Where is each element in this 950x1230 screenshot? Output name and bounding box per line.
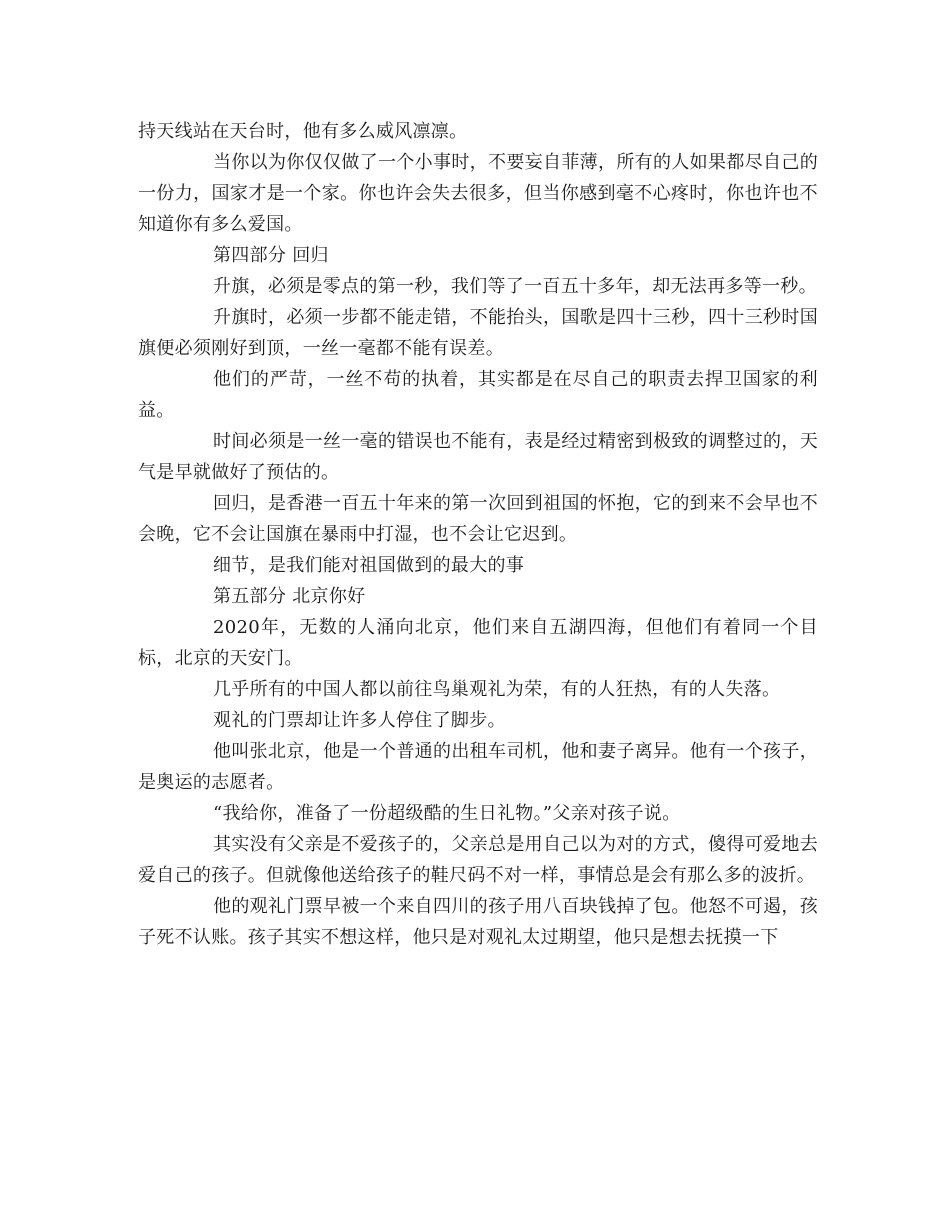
- paragraph: 当你以为你仅仅做了一个小事时，不要妄自菲薄，所有的人如果都尽自己的一份力，国家才是一个家。你也许会失去很多，但当你感到毫不心疼时，你也许也不知道你有多么爱国。: [138, 152, 818, 235]
- paragraph: 2020年，无数的人涌向北京，他们来自五湖四海，但他们有着同一个目标，北京的天安门。: [138, 617, 818, 669]
- document-page: [138, 116, 818, 953]
- paragraph: 细节，是我们能对祖国做到的最大的事: [213, 555, 525, 576]
- section-heading-part-four: 第四部分 回归: [213, 245, 329, 266]
- paragraph-quote: “我给你，准备了一份超级酷的生日礼物。”父亲对孩子说。: [213, 803, 681, 824]
- paragraph: 时间必须是一丝一毫的错误也不能有，表是经过精密到极致的调整过的，天气是早就做好了预估的。: [138, 431, 818, 483]
- paragraph: 升旗，必须是零点的第一秒，我们等了一百五十多年，却无法再多等一秒。: [213, 276, 817, 297]
- paragraph: 升旗时，必须一步都不能走错，不能抬头，国歌是四十三秒，四十三秒时国旗便必须刚好到顶，一丝一毫都不能有误差。: [138, 307, 818, 359]
- section-heading-part-five: 第五部分 北京你好: [213, 586, 366, 607]
- paragraph: 他的观礼门票早被一个来自四川的孩子用八百块钱掉了包。他怒不可遏，孩子死不认账。孩子其实不想这样，他只是对观礼太过期望，他只是想去抚摸一下: [138, 896, 818, 948]
- paragraph: 回归，是香港一百五十年来的第一次回到祖国的怀抱，它的到来不会早也不会晚，它不会让国旗在暴雨中打湿，也不会让它迟到。: [138, 493, 818, 545]
- paragraph: 他们的严苛，一丝不苟的执着，其实都是在尽自己的职责去捍卫国家的利益。: [138, 369, 818, 421]
- paragraph: 其实没有父亲是不爱孩子的，父亲总是用自己以为对的方式，傻得可爱地去爱自己的孩子。但就像他送给孩子的鞋尺码不对一样，事情总是会有那么多的波折。: [138, 834, 818, 886]
- paragraph-continuation: 持天线站在天台时，他有多么威风凛凛。: [138, 121, 468, 142]
- paragraph: 他叫张北京，他是一个普通的出租车司机，他和妻子离异。他有一个孩子，是奥运的志愿者。: [138, 741, 818, 793]
- paragraph: 观礼的门票却让许多人停住了脚步。: [213, 710, 506, 731]
- paragraph: 几乎所有的中国人都以前往鸟巢观礼为荣，有的人狂热，有的人失落。: [213, 679, 781, 700]
